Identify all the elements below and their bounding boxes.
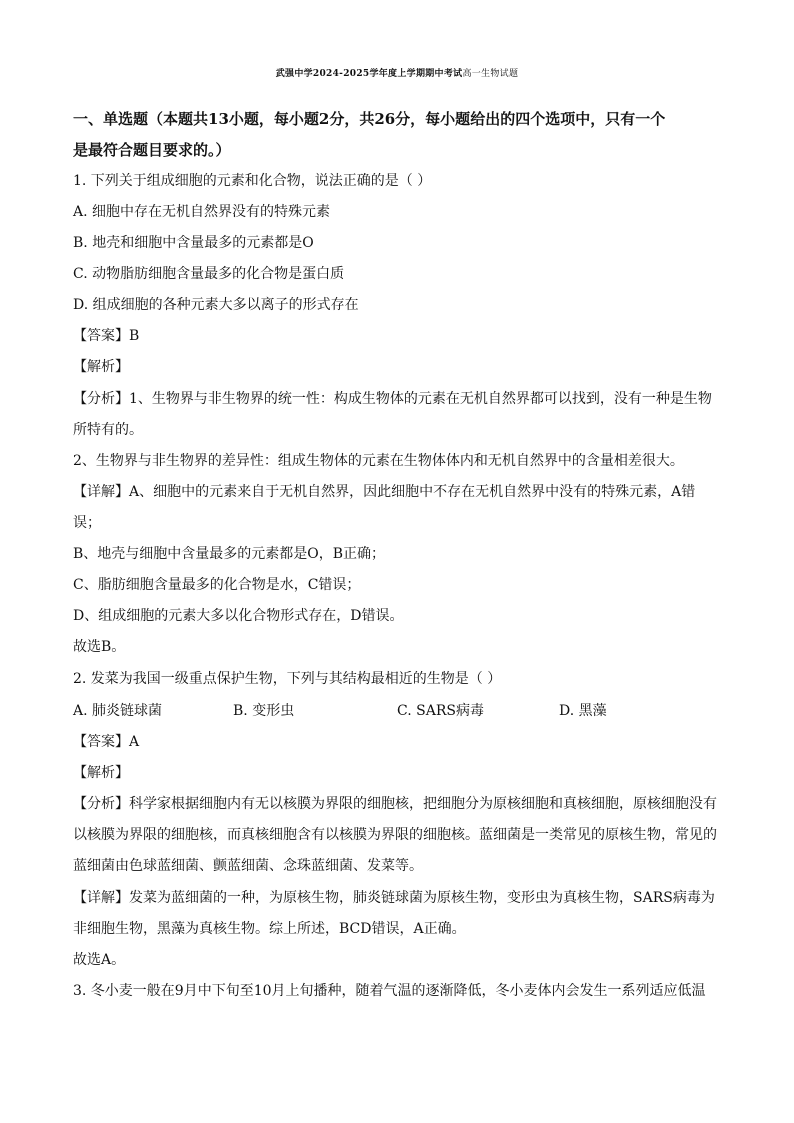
q1-answer: 【答案】B [73, 328, 140, 344]
q2-option-d: D. 黑藻 [559, 703, 607, 719]
q1-analysis-line: 所特有的。 [73, 422, 143, 438]
q2-stem: 2. 发菜为我国一级重点保护生物，下列与其结构最相近的生物是（ ） [73, 671, 502, 687]
q2-analysis-line: 【分析】科学家根据细胞内有无以核膜为界限的细胞核，把细胞分为原核细胞和真核细胞，原核细胞没有 [73, 796, 717, 812]
section-heading-line-1: 一、单选题（本题共13小题，每小题2分，共26分，每小题给出的四个选项中，只有一个 [73, 110, 666, 128]
q1-option-b: B. 地壳和细胞中含量最多的元素都是O [73, 235, 314, 251]
q1-option-d: D. 组成细胞的各种元素大多以离子的形式存在 [73, 297, 359, 313]
q3-stem: 3. 冬小麦一般在9月中下旬至10月上旬播种，随着气温的逐渐降低，冬小麦体内会发生一系列适应低温 [73, 983, 706, 999]
q1-analysis-line: 2、生物界与非生物界的差异性：组成生物体的元素在生物体体内和无机自然界中的含量相差很大。 [73, 453, 684, 469]
q1-analysis-line: 误； [73, 515, 101, 531]
q2-options-row [73, 702, 607, 720]
q2-option-b: B. 变形虫 [233, 703, 295, 719]
title-normal: 高一生物试题 [462, 69, 519, 79]
q1-analysis-line: 【分析】1、生物界与非生物界的统一性：构成生物体的元素在无机自然界都可以找到，没有一种是生物 [73, 391, 712, 407]
q1-analysis-line: C、脂肪细胞含量最多的化合物是水，C错误； [73, 577, 361, 593]
q2-analysis-line: 非细胞生物，黑藻为真核生物。综上所述，BCD错误，A正确。 [73, 921, 466, 937]
section-heading-line-2: 是最符合题目要求的。） [73, 141, 231, 159]
q1-option-c: C. 动物脂肪细胞含量最多的化合物是蛋白质 [73, 266, 345, 282]
q1-analysis-label: 【解析】 [73, 359, 129, 375]
q2-option-c: C. SARS病毒 [397, 703, 484, 719]
page-title [0, 66, 794, 79]
q2-analysis-line: 故选A。 [73, 952, 126, 968]
q1-stem: 1. 下列关于组成细胞的元素和化合物，说法正确的是（ ） [73, 173, 432, 189]
q2-option-a: A. 肺炎链球菌 [73, 703, 163, 719]
q2-analysis-line: 【详解】发菜为蓝细菌的一种，为原核生物，肺炎链球菌为原核生物，变形虫为真核生物，SARS病毒为 [73, 890, 715, 906]
q1-analysis-line: B、地壳与细胞中含量最多的元素都是O，B正确； [73, 546, 386, 562]
q1-analysis-line: 故选B。 [73, 639, 126, 655]
title-bold: 武强中学2024-2025学年度上学期期中考试 [275, 69, 463, 79]
q1-analysis-line: 【详解】A、细胞中的元素来自于无机自然界，因此细胞中不存在无机自然界中没有的特殊元素，A错 [73, 484, 696, 500]
q2-analysis-line: 以核膜为界限的细胞核，而真核细胞含有以核膜为界限的细胞核。蓝细菌是一类常见的原核生物，常见的 [73, 827, 717, 843]
q2-analysis-line: 蓝细菌由色球蓝细菌、颤蓝细菌、念珠蓝细菌、发菜等。 [73, 858, 423, 874]
q1-option-a: A. 细胞中存在无机自然界没有的特殊元素 [73, 204, 331, 220]
q2-analysis-label: 【解析】 [73, 765, 129, 781]
q2-answer: 【答案】A [73, 734, 140, 750]
q1-analysis-line: D、组成细胞的元素大多以化合物形式存在，D错误。 [73, 608, 404, 624]
